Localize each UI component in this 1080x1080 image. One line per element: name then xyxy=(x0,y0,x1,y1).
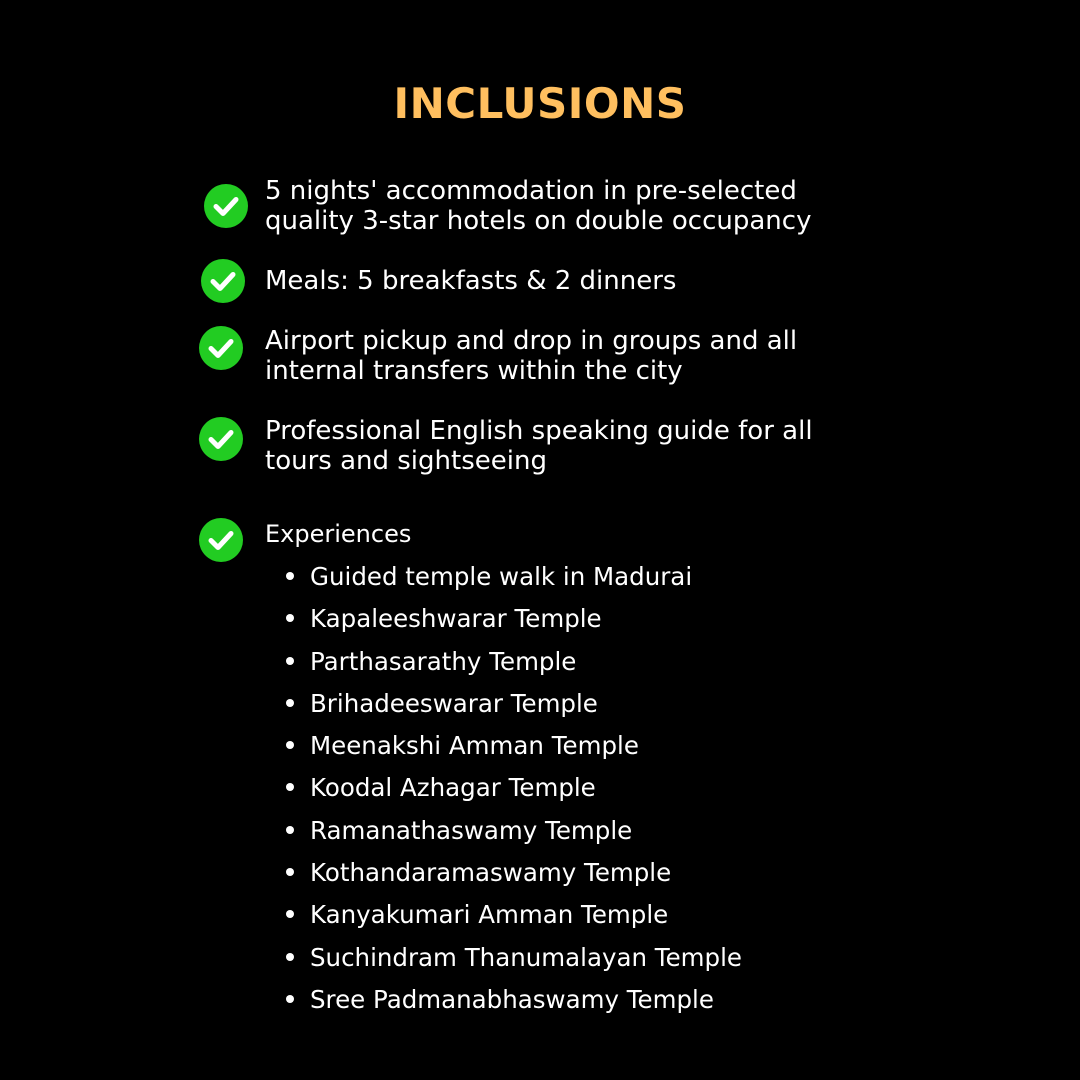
bullet-dot-icon xyxy=(286,995,294,1003)
experience-text: Suchindram Thanumalayan Temple xyxy=(310,942,742,972)
page-title: INCLUSIONS xyxy=(393,79,687,128)
list-item xyxy=(286,941,742,983)
inclusion-text xyxy=(265,266,905,296)
list-item xyxy=(286,645,742,687)
inclusion-text xyxy=(265,176,905,236)
experience-text: Parthasarathy Temple xyxy=(310,646,577,676)
inclusion-line: internal transfers within the city xyxy=(265,356,683,386)
bullet-dot-icon xyxy=(286,910,294,918)
list-item xyxy=(286,729,742,771)
experience-text: Sree Padmanabhaswamy Temple xyxy=(310,984,714,1014)
experience-text: Guided temple walk in Madurai xyxy=(310,562,693,591)
bullet-dot-icon xyxy=(286,868,294,876)
bullet-dot-icon xyxy=(286,826,294,834)
experience-text: Kapaleeshwarar Temple xyxy=(310,604,602,634)
list-item xyxy=(286,856,742,898)
bullet-dot-icon xyxy=(286,614,294,622)
check-circle-icon xyxy=(199,518,243,562)
inclusion-line: quality 3-star hotels on double occupancy xyxy=(265,206,812,236)
inclusion-line: Meals: 5 breakfasts & 2 dinners xyxy=(265,266,677,296)
bullet-dot-icon xyxy=(286,741,294,749)
bullet-dot-icon xyxy=(286,572,294,580)
list-item xyxy=(286,814,742,856)
list-item xyxy=(286,898,742,940)
check-circle-icon xyxy=(201,259,245,303)
experience-text: Ramanathaswamy Temple xyxy=(310,815,633,845)
experience-text: Meenakshi Amman Temple xyxy=(310,731,639,761)
bullet-dot-icon xyxy=(286,699,294,707)
list-item xyxy=(286,771,742,813)
experience-text: Brihadeeswarar Temple xyxy=(310,688,598,718)
experience-text: Koodal Azhagar Temple xyxy=(310,773,596,803)
list-item xyxy=(286,602,742,644)
inclusion-text xyxy=(265,416,905,476)
check-circle-icon xyxy=(199,417,243,461)
experience-text: Kanyakumari Amman Temple xyxy=(310,900,669,930)
bullet-dot-icon xyxy=(286,953,294,961)
bullet-dot-icon xyxy=(286,657,294,665)
check-circle-icon xyxy=(204,184,248,228)
experience-text: Kothandaramaswamy Temple xyxy=(310,858,672,888)
list-item xyxy=(286,687,742,729)
check-circle-icon xyxy=(199,326,243,370)
experiences-label: Experiences xyxy=(265,520,412,548)
bullet-dot-icon xyxy=(286,783,294,791)
list-item xyxy=(286,560,742,602)
inclusion-text xyxy=(265,326,905,386)
list-item xyxy=(286,983,742,1025)
inclusion-line: Professional English speaking guide for all xyxy=(265,416,813,446)
inclusion-line: tours and sightseeing xyxy=(265,446,547,476)
inclusion-line: 5 nights' accommodation in pre-selected xyxy=(265,176,797,206)
experiences-list xyxy=(286,560,742,1025)
inclusion-line: Airport pickup and drop in groups and all xyxy=(265,326,798,356)
